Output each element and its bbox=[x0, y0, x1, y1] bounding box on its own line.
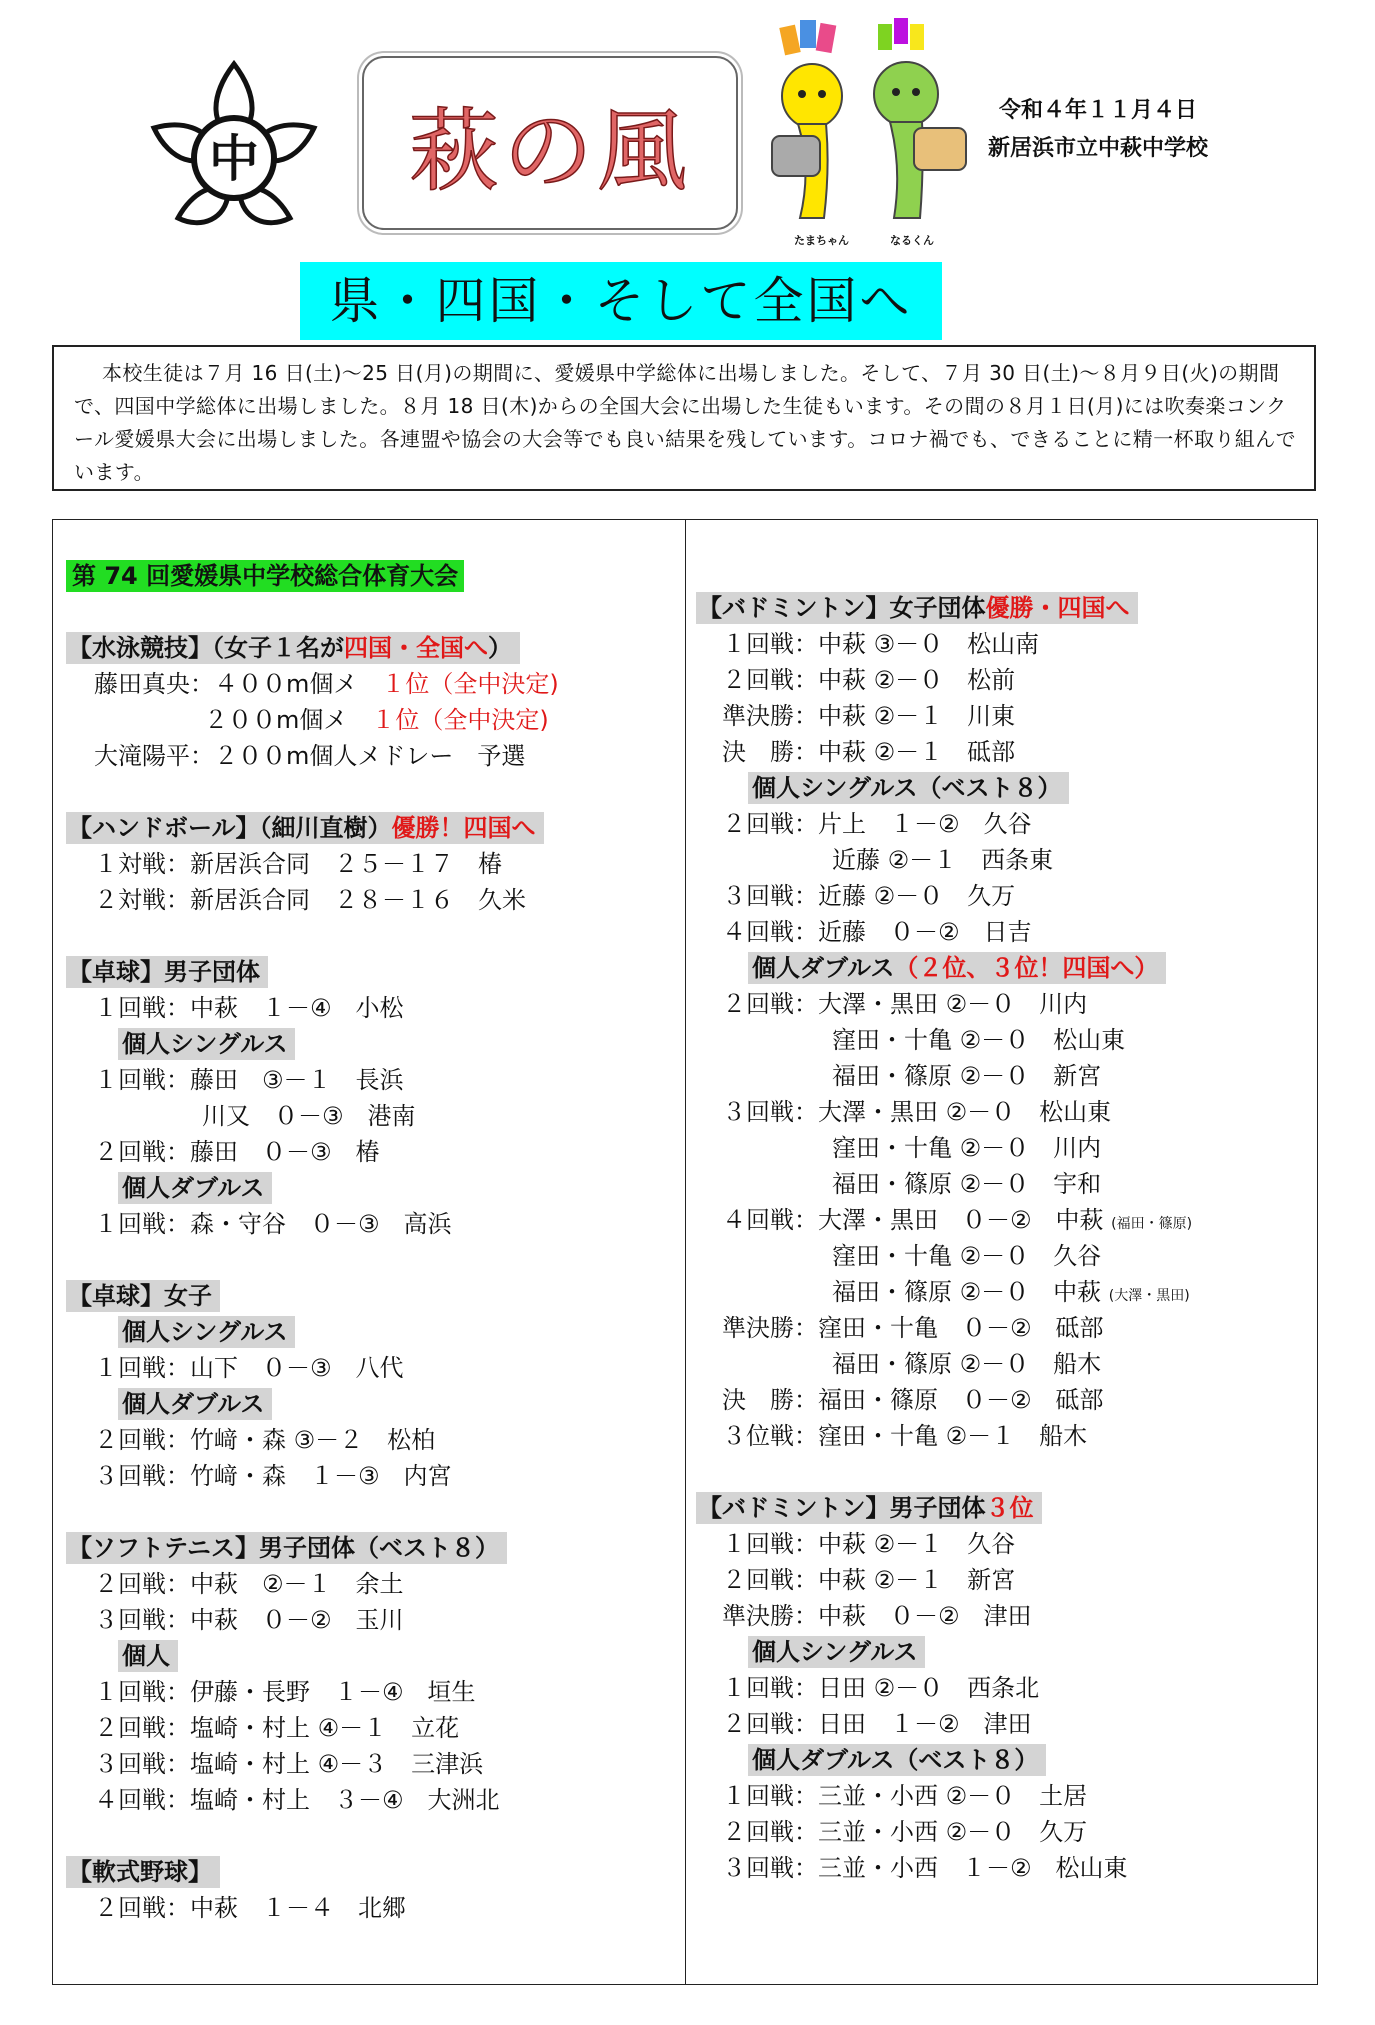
badminton-girls-heading: 【バドミントン】女子団体優勝・四国へ bbox=[696, 592, 1138, 624]
newsletter-title-box bbox=[362, 56, 738, 230]
result-line: 準決勝：中萩 ０－② 津田 bbox=[722, 1602, 1032, 1630]
mascot-name-right: なるくん bbox=[890, 234, 934, 247]
result-line: ２回戦：中萩 １－４ 北郷 bbox=[94, 1894, 406, 1922]
handball-heading: 【ハンドボール】（細川直樹）優勝！四国へ bbox=[66, 812, 544, 844]
result-line: ３回戦：近藤 ②－０ 久万 bbox=[722, 882, 1016, 910]
result-line: １対戦：新居浜合同 ２５－１７ 椿 bbox=[94, 850, 502, 878]
result-line: 窪田・十亀 ②－０ 川内 bbox=[832, 1134, 1102, 1162]
result-line: ３回戦：三並・小西 １－② 松山東 bbox=[722, 1854, 1128, 1882]
subheading: 個人ダブルス（ベスト８） bbox=[748, 1744, 1046, 1776]
result-line: ２回戦：片上 １－② 久谷 bbox=[722, 810, 1032, 838]
tournament-title: 第 74 回愛媛県中学校総合体育大会 bbox=[66, 560, 464, 592]
result-line: ４回戦：塩崎・村上 ３－④ 大洲北 bbox=[94, 1786, 500, 1814]
badminton-boys-heading: 【バドミントン】男子団体３位 bbox=[696, 1492, 1042, 1524]
mascot-illustration bbox=[770, 18, 970, 250]
intro-text: 本校生徒は７月 16 日(土)～25 日(月)の期間に、愛媛県中学総体に出場しました。そして、７月 30 日(土)～８月９日(火)の期間で、四国中学総体に出場しました。８月 18 日(木)からの全国大会に出場した生徒もいます。その間の８月１日(月)には吹奏楽コンクール愛媛県大会に出場しました。各連盟や協会の大会等でも良い結果を残しています。コロナ禍でも、できることに精一杯取り組んでいます。 bbox=[74, 361, 1296, 484]
result-line: ２回戦：三並・小西 ②－０ 久万 bbox=[722, 1818, 1088, 1846]
subheading: 個人シングルス（ベスト８） bbox=[748, 772, 1069, 804]
result-line: 窪田・十亀 ②－０ 松山東 bbox=[832, 1026, 1126, 1054]
result-line: １回戦：伊藤・長野 １－④ 垣生 bbox=[94, 1678, 476, 1706]
column-divider bbox=[685, 519, 686, 1985]
result-line: 福田・篠原 ②－０ 船木 bbox=[832, 1350, 1102, 1378]
table-tennis-boys-heading: 【卓球】男子団体 bbox=[66, 956, 268, 988]
result-line: ３回戦：大澤・黒田 ②－０ 松山東 bbox=[722, 1098, 1112, 1126]
result-line: ２回戦：中萩 ②－０ 松前 bbox=[722, 666, 1016, 694]
result-line: １回戦：中萩 ②－１ 久谷 bbox=[722, 1530, 1016, 1558]
result-line: ２回戦：日田 １－② 津田 bbox=[722, 1710, 1032, 1738]
result-line: 窪田・十亀 ②－０ 久谷 bbox=[832, 1242, 1102, 1270]
subheading: 個人ダブルス（２位、３位！四国へ） bbox=[748, 952, 1166, 984]
result-line: 大滝陽平：２００m個人メドレー 予選 bbox=[94, 742, 526, 770]
result-line: ２回戦：藤田 ０－③ 椿 bbox=[94, 1138, 380, 1166]
result-line: １回戦：森・守谷 ０－③ 高浜 bbox=[94, 1210, 452, 1238]
swim-heading: 【水泳競技】（女子１名が四国・全国へ） bbox=[66, 632, 520, 664]
result-line: ３回戦：中萩 ０－② 玉川 bbox=[94, 1606, 404, 1634]
result-line: ３位戦：窪田・十亀 ②－１ 船木 bbox=[722, 1422, 1088, 1450]
issue-date: 令和４年１１月４日 bbox=[999, 98, 1198, 123]
right-column bbox=[696, 590, 1306, 1886]
result-line: 福田・篠原 ②－０ 新宮 bbox=[832, 1062, 1102, 1090]
result-line: 決 勝：中萩 ②－１ 砥部 bbox=[722, 738, 1016, 766]
result-line: 準決勝：窪田・十亀 ０－② 砥部 bbox=[722, 1314, 1104, 1342]
school-name: 新居浜市立中萩中学校 bbox=[988, 136, 1209, 161]
result-line: １回戦：中萩 ③－０ 松山南 bbox=[722, 630, 1040, 658]
newsletter-title: 萩の風 bbox=[409, 99, 691, 204]
result-line: ２回戦：竹﨑・森 ③－２ 松柏 bbox=[94, 1426, 436, 1454]
result-line: ３回戦：竹﨑・森 １－③ 内宮 bbox=[94, 1462, 452, 1490]
result-line: 近藤 ②－１ 西条東 bbox=[832, 846, 1054, 874]
subheading: 個人シングルス bbox=[748, 1636, 925, 1668]
result-line: 川又 ０－③ 港南 bbox=[202, 1102, 416, 1130]
intro-box bbox=[52, 345, 1316, 491]
headline-banner: 県・四国・そして全国へ bbox=[300, 262, 942, 340]
emblem-char: 中 bbox=[209, 130, 259, 188]
soft-tennis-heading: 【ソフトテニス】男子団体（ベスト８） bbox=[66, 1532, 507, 1564]
subheading: 個人ダブルス bbox=[118, 1172, 272, 1204]
result-line: 準決勝：中萩 ②－１ 川東 bbox=[722, 702, 1016, 730]
result-line: ２回戦：中萩 ②－１ 余土 bbox=[94, 1570, 404, 1598]
subheading: 個人シングルス bbox=[118, 1028, 295, 1060]
subheading: 個人 bbox=[118, 1640, 178, 1672]
result-line: １回戦：中萩 １－④ 小松 bbox=[94, 994, 404, 1022]
result-line: ３回戦：塩崎・村上 ④－３ 三津浜 bbox=[94, 1750, 484, 1778]
result-line: 福田・篠原 ②－０ 宇和 bbox=[832, 1170, 1102, 1198]
baseball-heading: 【軟式野球】 bbox=[66, 1856, 220, 1888]
school-emblem bbox=[148, 58, 320, 238]
result-line: ２回戦：中萩 ②－１ 新宮 bbox=[722, 1566, 1016, 1594]
result-line: ４回戦：大澤・黒田 ０－② 中萩 (福田・篠原) bbox=[722, 1206, 1193, 1234]
result-line: １回戦：三並・小西 ②－０ 土居 bbox=[722, 1782, 1088, 1810]
mascot-name-left: たまちゃん bbox=[794, 234, 849, 247]
date-block bbox=[988, 92, 1208, 168]
result-line: １回戦：山下 ０－③ 八代 bbox=[94, 1354, 404, 1382]
table-tennis-girls-heading: 【卓球】女子 bbox=[66, 1280, 220, 1312]
result-line: 福田・篠原 ②－０ 中萩 (大澤・黒田) bbox=[832, 1278, 1190, 1306]
result-line: １回戦：日田 ②－０ 西条北 bbox=[722, 1674, 1040, 1702]
subheading: 個人ダブルス bbox=[118, 1388, 272, 1420]
result-line: ２００m個メ １位（全中決定) bbox=[204, 706, 549, 734]
result-line: ２回戦：大澤・黒田 ②－０ 川内 bbox=[722, 990, 1088, 1018]
result-line: 藤田真央：４００m個メ １位（全中決定) bbox=[94, 670, 559, 698]
result-line: 決 勝：福田・篠原 ０－② 砥部 bbox=[722, 1386, 1104, 1414]
left-column bbox=[66, 558, 666, 1926]
result-line: ２回戦：塩崎・村上 ④－１ 立花 bbox=[94, 1714, 460, 1742]
subheading: 個人シングルス bbox=[118, 1316, 295, 1348]
result-line: ４回戦：近藤 ０－② 日吉 bbox=[722, 918, 1032, 946]
result-line: １回戦：藤田 ③－１ 長浜 bbox=[94, 1066, 404, 1094]
result-line: ２対戦：新居浜合同 ２８－１６ 久米 bbox=[94, 886, 526, 914]
